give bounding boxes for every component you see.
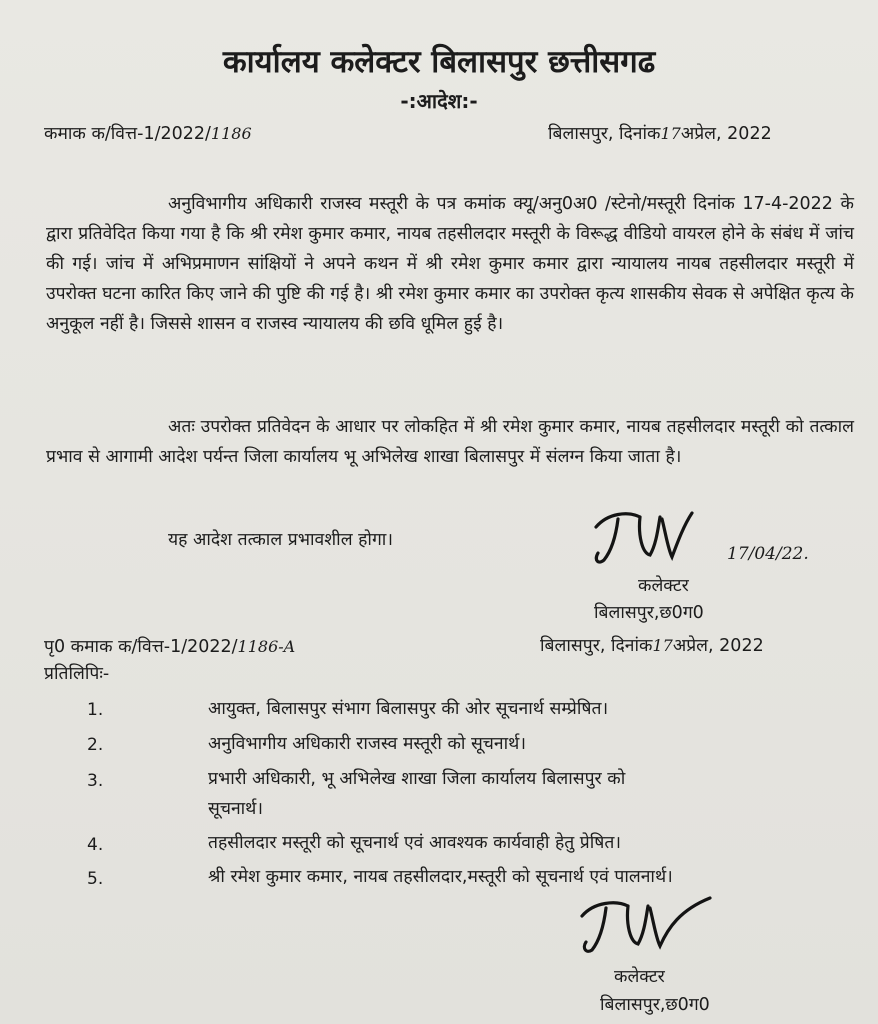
office-heading: कार्यालय कलेक्टर बिलासपुर छत्तीसगढ [222, 44, 656, 80]
collector-signature-2 [572, 892, 722, 964]
order-date-prefix: बिलासपुर, दिनांक [548, 124, 661, 144]
copy-item-number: 5. [87, 869, 104, 889]
copy-number [44, 634, 295, 658]
order-number-handwritten: 1186 [210, 124, 252, 143]
copy-item-text: श्री रमेश कुमार कमार, नायब तहसीलदार,मस्तूरी को सूचनार्थ एवं पालनार्थ। [208, 867, 673, 887]
copy-label: प्रतिलिपिः- [44, 664, 110, 684]
body-paragraph-3: यह आदेश तत्काल प्रभावशील होगा। [168, 530, 393, 550]
copy-date-suffix: अप्रेल, 2022 [672, 636, 764, 656]
body-paragraph-1: अनुविभागीय अधिकारी राजस्व मस्तूरी के पत्र कमांक क्यू/अनु0अ0 /स्टेनो/मस्तूरी दिनांक 17-4-2022 के द्वारा प्रतिवेदित किया गया है कि श्री रमेश कुमार कमार, नायब तहसीलदार मस्तूरी के विरूद्ध वीडियो वायरल होने के संबंध में जांच की गई। जांच में अभिप्रमाणन सांक्षियों ने अपने कथन में श्री रमेश कुमार कमार द्वारा न्यायालय नायब तहसीलदार मस्तूरी में उपरोक्त घटना कारित किए जाने की पुष्टि की गई है। श्री रमेश कुमार कमार का उपरोक्त कृत्य शासकीय सेवक से अपेक्षित कृत्य के अनुकूल नहीं है। जिससे शासन व राजस्व न्यायालय की छवि धूमिल हुई है। [46, 194, 854, 334]
signature-1-place: बिलासपुर,छ0ग0 [594, 603, 704, 623]
signature-2-designation: कलेक्टर [614, 967, 665, 987]
copy-date-prefix: बिलासपुर, दिनांक [540, 636, 653, 656]
copy-item-number: 2. [87, 735, 104, 755]
copy-number-handwritten: 1186-A [237, 637, 296, 656]
copy-item-text: तहसीलदार मस्तूरी को सूचनार्थ एवं आवश्यक कार्यवाही हेतु प्रेषित। [208, 833, 621, 853]
order-number-label: कमाक क/वित्त-1/2022/ [44, 124, 211, 144]
body-paragraph-2: अतः उपरोक्त प्रतिवेदन के आधार पर लोकहित में श्री रमेश कुमार कमार, नायब तहसीलदार मस्तूरी को तत्काल प्रभाव से आगामी आदेश पर्यन्त जिला कार्यालय भू अभिलेख शाखा बिलासपुर में संलग्न किया जाता है। [46, 417, 854, 467]
copy-item-text: प्रभारी अधिकारी, भू अभिलेख शाखा जिला कार्यालय बिलासपुर को [208, 769, 626, 789]
order-number [44, 121, 252, 145]
order-place-date [548, 121, 772, 145]
copy-item-number: 1. [87, 700, 104, 720]
order-date-handwritten: 17 [660, 124, 681, 143]
order-date-suffix: अप्रेल, 2022 [680, 124, 772, 144]
signature-1-date: 17/04/22. [727, 544, 809, 564]
collector-signature-1 [588, 505, 708, 575]
copy-date-handwritten: 17 [652, 636, 673, 655]
copy-item-number: 3. [87, 771, 104, 791]
copy-item-text: आयुक्त, बिलासपुर संभाग बिलासपुर की ओर सूचनार्थ सम्प्रेषित। [208, 699, 609, 719]
copy-number-label: पृ0 कमाक क/वित्त-1/2022/ [44, 637, 238, 657]
signature-2-place: बिलासपुर,छ0ग0 [600, 995, 710, 1015]
order-subheading: -:आदेश:- [400, 89, 478, 113]
copy-item-number: 4. [87, 835, 104, 855]
copy-place-date [540, 633, 764, 657]
signature-1-designation: कलेक्टर [638, 576, 689, 596]
copy-item-text-continued: सूचनार्थ। [208, 799, 264, 819]
copy-item-text: अनुविभागीय अधिकारी राजस्व मस्तूरी को सूचनार्थ। [208, 734, 526, 754]
